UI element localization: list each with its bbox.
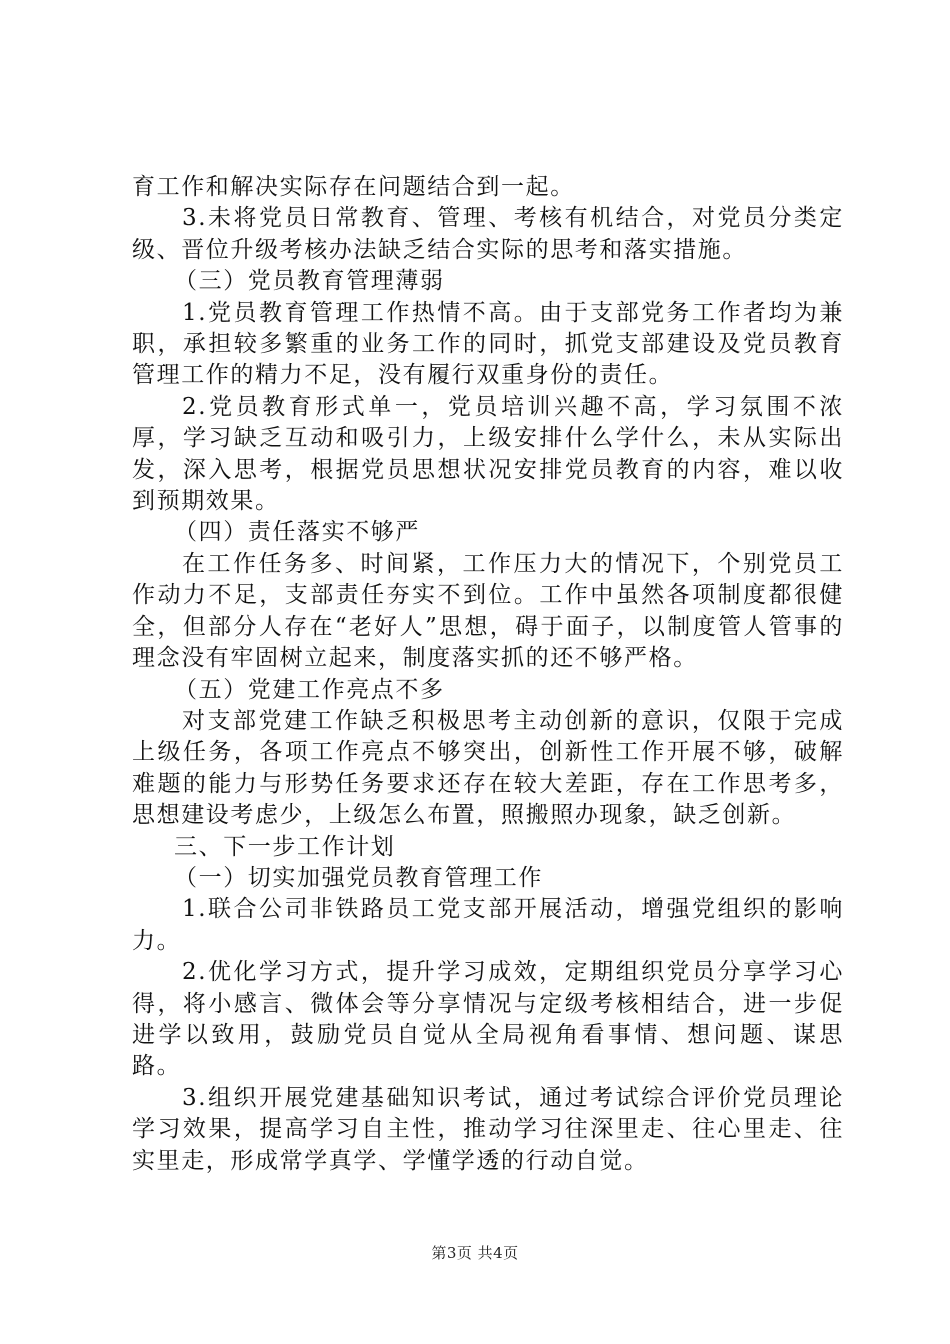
page-number-footer: 第3页 共4页 <box>431 1244 519 1262</box>
subheading: （三）党员教育管理薄弱 <box>174 268 445 295</box>
paragraph: 在工作任务多、时间紧，工作压力大的情况下，个别党员工作动力不足，支部责任夯实不到位。工作中虽然各项制度都很健全，但部分人存在“老好人”思想，碍于面子，以制度管人管事的理念没有牢固树立起来，制度落实抓的还不够严格。 <box>132 550 844 672</box>
paragraph: 对支部党建工作缺乏积极思考主动创新的意识，仅限于完成上级任务，各项工作亮点不够突出，创新性工作开展不够，破解难题的能力与形势任务要求还存在较大差距，存在工作思考多，思想建设考虑少，上级怎么布置，照搬照办现象，缺乏创新。 <box>132 707 844 829</box>
paragraph: 3.组织开展党建基础知识考试，通过考试综合评价党员理论学习效果，提高学习自主性，推动学习往深里走、往心里走、往实里走，形成常学真学、学懂学透的行动自觉。 <box>132 1084 844 1174</box>
paragraph: 1.党员教育管理工作热情不高。由于支部党务工作者均为兼职，承担较多繁重的业务工作的同时，抓党支部建设及党员教育管理工作的精力不足，没有履行双重身份的责任。 <box>132 299 844 389</box>
paragraph: 3.未将党员日常教育、管理、考核有机结合，对党员分类定级、晋位升级考核办法缺乏结合实际的思考和落实措施。 <box>132 205 844 263</box>
subheading: （五）党建工作亮点不多 <box>174 676 445 703</box>
document-body <box>132 172 844 1177</box>
paragraph: 育工作和解决实际存在问题结合到一起。 <box>132 174 575 200</box>
paragraph: 1.联合公司非铁路员工党支部开展活动，增强党组织的影响力。 <box>132 896 844 954</box>
paragraph: 2.党员教育形式单一，党员培训兴趣不高，学习氛围不浓厚，学习缺乏互动和吸引力，上级安排什么学什么，未从实际出发，深入思考，根据党员思想状况安排党员教育的内容，难以收到预期效果。 <box>132 393 844 515</box>
section-heading: 三、下一步工作计划 <box>174 833 396 860</box>
subheading: （四）责任落实不够严 <box>174 519 420 546</box>
subheading: （一）切实加强党员教育管理工作 <box>174 864 543 891</box>
paragraph: 2.优化学习方式，提升学习成效，定期组织党员分享学习心得，将小感言、微体会等分享情况与定级考核相结合，进一步促进学以致用，鼓励党员自觉从全局视角看事情、想问题、谋思路。 <box>132 959 844 1080</box>
